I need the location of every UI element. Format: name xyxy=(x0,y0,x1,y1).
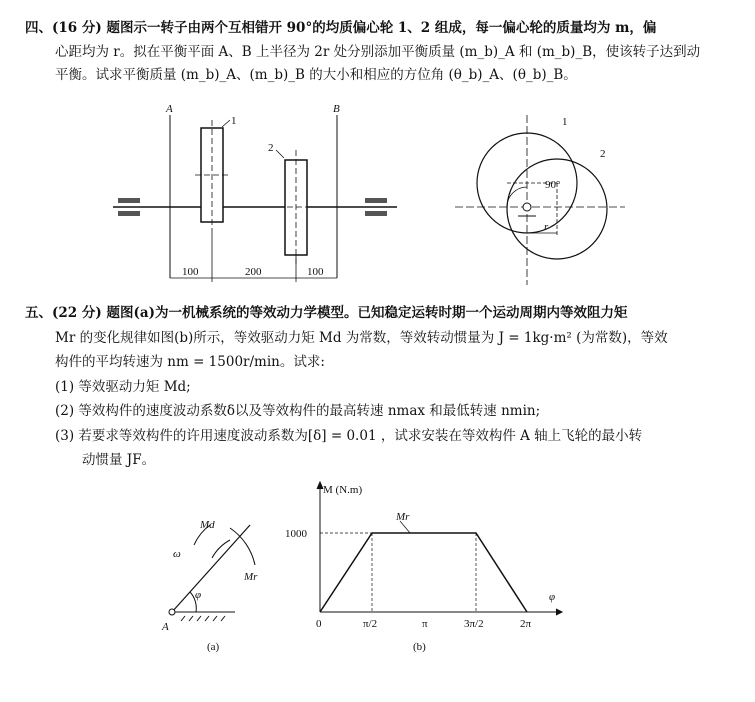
q5-item-3: (3) 若要求等效构件的许用速度波动系数为[δ] = 0.01 ，试求安装在等效构件 A 轴上飞轮的最小转 xyxy=(55,428,643,444)
r-label: r xyxy=(544,221,549,233)
y-tick-1000: 1000 xyxy=(285,528,307,540)
q4-line-3: 平衡。试求平衡质量 (m_b)_A、(m_b)_B 的大小和相应的方位角 (θ_b)_A、(θ_b)_B。 xyxy=(55,67,577,83)
q5-item-2: (2) 等效构件的速度波动系数δ以及等效构件的最高转速 nmax 和最低转速 nmin; xyxy=(55,403,541,419)
disk1-label: 1 xyxy=(231,115,237,127)
angle-label: 90° xyxy=(545,179,561,191)
q4-line-1: 四、(16 分) 题图示一转子由两个互相错开 90°的均质偏心轮 1、2 组成，每一偏心轮的质量均为 m，偏 xyxy=(25,20,657,36)
x-tick-pi-2: π/2 xyxy=(363,618,378,630)
circle2-label: 2 xyxy=(600,148,606,160)
plane-b-label: B xyxy=(333,103,340,115)
x-tick-pi: π xyxy=(422,618,428,630)
figure-a-model xyxy=(169,525,255,621)
caption-a: (a) xyxy=(207,641,220,653)
q5-line-3: 构件的平均转速为 nm = 1500r/min。试求: xyxy=(55,354,325,370)
phi-label-a: φ xyxy=(195,589,202,601)
dim-1: 100 xyxy=(182,266,199,278)
figure-b-chart xyxy=(317,482,562,615)
mr-curve xyxy=(320,533,527,612)
q5-line-1: 五、(22 分) 题图(a)为一机械系统的等效动力学模型。已知稳定运转时期一个运动周期内等效阻力矩 xyxy=(25,305,628,321)
mr-label-b: Mr xyxy=(396,511,410,523)
x-tick-0: 0 xyxy=(316,618,322,630)
dim-3: 100 xyxy=(307,266,324,278)
caption-b: (b) xyxy=(413,641,426,653)
plane-a-label: A xyxy=(166,103,173,115)
point-a-label: A xyxy=(162,621,169,633)
q5-item-3-cont: 动惯量 JF。 xyxy=(82,452,156,468)
disk2-label: 2 xyxy=(268,142,274,154)
q5-item-1: (1) 等效驱动力矩 Md; xyxy=(55,379,191,395)
mr-label-a: Mr xyxy=(244,571,258,583)
x-axis-label: φ xyxy=(549,591,556,603)
q5-line-2: Mr 的变化规律如图(b)所示，等效驱动力矩 Md 为常数，等效转动惯量为 J = 1kg·m² (为常数)，等效 xyxy=(55,330,668,346)
rotor-end-view xyxy=(455,115,625,285)
q4-line-2: 心距均为 r。拟在平衡平面 A、B 上半径为 2r 处分别添加平衡质量 (m_b)_A 和 (m_b)_B，使该转子达到动 xyxy=(55,44,701,60)
rotor-side-view xyxy=(113,115,397,282)
x-tick-3pi-2: 3π/2 xyxy=(464,618,484,630)
omega-label: ω xyxy=(173,548,181,560)
x-tick-2pi: 2π xyxy=(520,618,532,630)
y-axis-label: M (N.m) xyxy=(323,484,363,496)
dim-2: 200 xyxy=(245,266,262,278)
md-label: Md xyxy=(200,519,215,531)
circle1-label: 1 xyxy=(562,116,568,128)
